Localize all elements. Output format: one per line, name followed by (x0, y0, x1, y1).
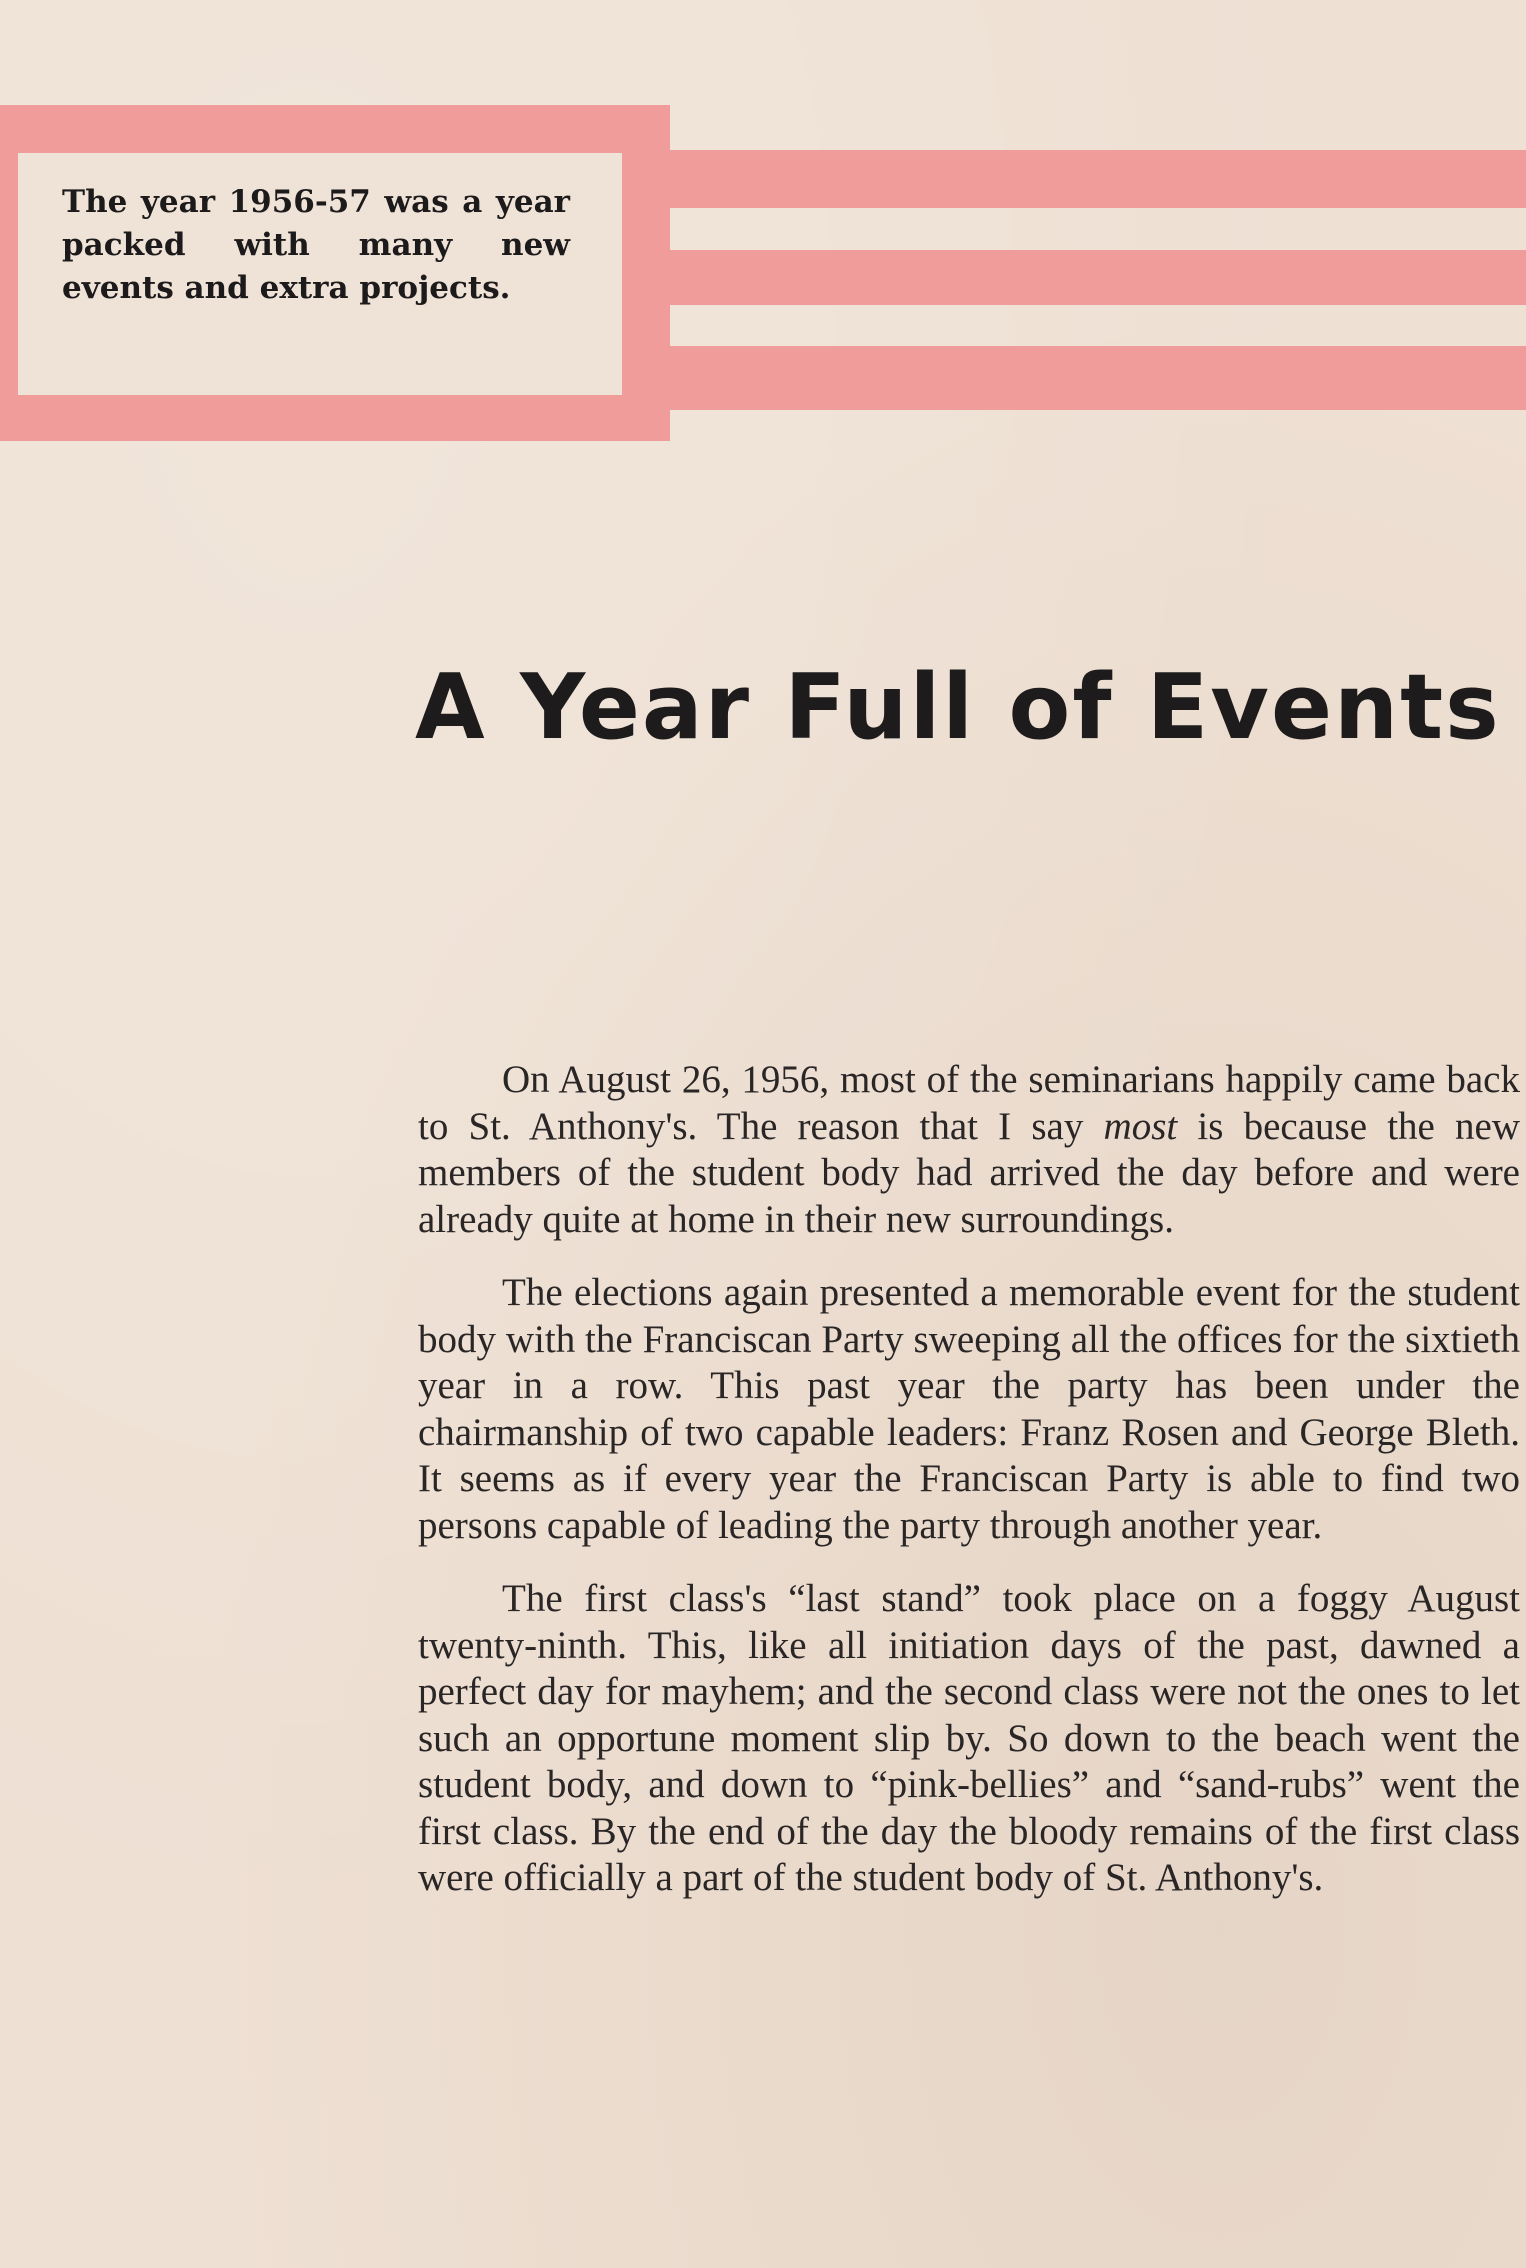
paragraph-2: The elections again presented a memorable event for the student body with the Franciscan Party sweeping all the offices for the sixtieth year in a row. This past year the party has been under the chairmanship of two capable leaders: Franz Rosen and George Bleth. It seems as if every year the Franciscan Party is able to find two persons capable of leading the party through another year. (418, 1271, 1520, 1547)
pink-stripe-top (670, 150, 1526, 208)
page-title: A Year Full of Events (415, 655, 1501, 760)
intro-box (18, 153, 622, 395)
paragraph-1-part-a: On August 26, 1956, most of the seminarians happily came back to St. Anthony's. The reason that I say (418, 1058, 1520, 1148)
paragraph-1 (418, 1057, 1520, 1243)
paragraph-3: The first class's “last stand” took place on a foggy August twenty-ninth. This, like all initiation days of the past, dawned a perfect day for mayhem; and the second class were not the ones to let such an opportune moment slip by. So down to the beach went the student body, and down to “pink-bellies” and “sand-rubs” went the first class. By the end of the day the bloody remains of the first class were officially a part of the student body of St. Anthony's. (418, 1577, 1520, 1899)
paragraph-1-emphasis: most (1103, 1104, 1178, 1148)
article-body (418, 1057, 1520, 1929)
paragraph-1-part-b: is because the new members of the student body had arrived the day before and were already quite at home in their new surroundings. (418, 1104, 1520, 1241)
pink-stripe-middle (670, 250, 1526, 305)
pink-stripe-bottom (670, 346, 1526, 410)
intro-text: The year 1956-57 was a year packed with many new events and extra projects. (62, 184, 570, 306)
